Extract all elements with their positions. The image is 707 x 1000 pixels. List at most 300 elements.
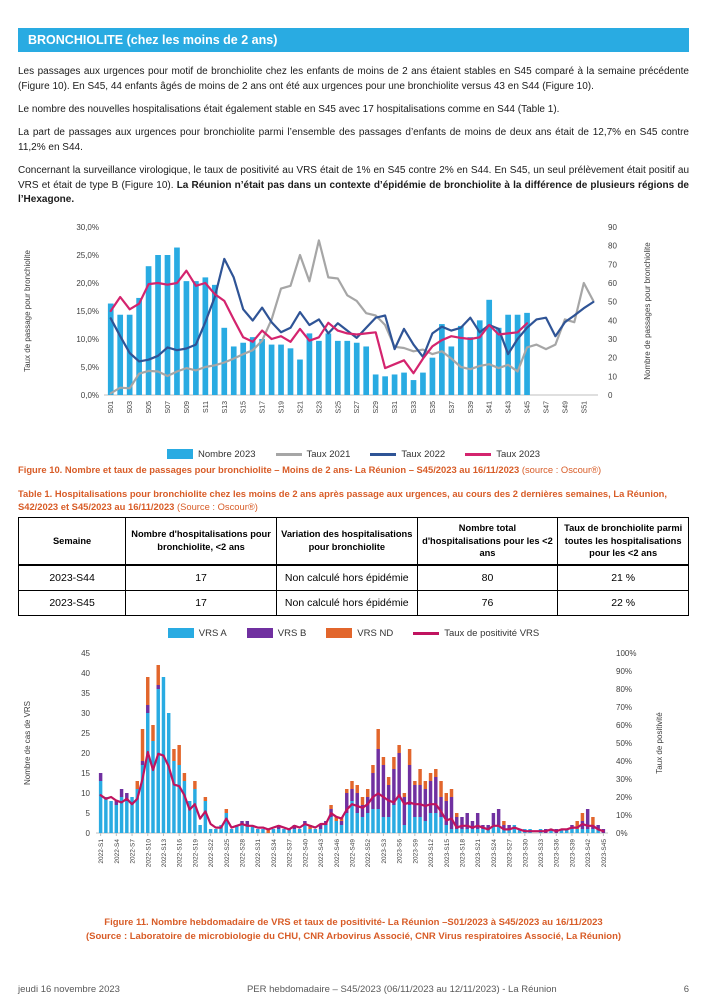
bar-segment-vrs-nd	[591, 817, 594, 825]
axis-tick-label: 30%	[616, 774, 633, 784]
bar-segment-vrs-nd	[434, 769, 437, 777]
axis-tick-label: 80	[608, 241, 617, 251]
figure11-caption-line2: (Source : Laboratoire de microbiologie du CHU, CNR Arbovirus Associé, CNR Virus respiratoires Associé, La Réunion)	[85, 930, 622, 942]
bar	[467, 337, 473, 395]
bar-segment-vrs-a	[434, 813, 437, 833]
table-cell: 2023-S45	[19, 590, 126, 615]
bar	[515, 314, 521, 394]
legend-label: Taux 2021	[306, 448, 351, 460]
bar-segment-vrs-nd	[418, 769, 421, 785]
bar-segment-vrs-a	[319, 829, 322, 833]
bar	[420, 372, 426, 394]
page-footer	[18, 984, 689, 995]
table-header-taux: Taux de bronchiolite parmi toutes les hospitalisations pour les <2 ans	[558, 517, 689, 564]
bar	[335, 340, 341, 394]
bar-segment-vrs-b	[376, 749, 379, 809]
axis-tick-label: 80%	[616, 684, 633, 694]
table-cell: 17	[126, 565, 277, 591]
x-tick-label: 2022-S22	[208, 838, 216, 867]
table-header-nb-total: Nombre total d'hospitalisations pour les <2 ans	[417, 517, 558, 564]
legend-label: VRS ND	[357, 627, 394, 639]
bar	[250, 337, 256, 395]
bar	[363, 346, 369, 395]
axis-tick-label: 40	[81, 668, 90, 678]
table-cell: 80	[417, 565, 558, 591]
axis-tick-label: 90%	[616, 666, 633, 676]
bar-segment-vrs-nd	[439, 781, 442, 797]
bar-segment-vrs-b	[146, 705, 149, 713]
bar-segment-vrs-a	[151, 741, 154, 833]
x-tick-label: 2022-S4	[113, 838, 121, 864]
bar-segment-vrs-a	[225, 813, 228, 833]
x-tick-label: 2022-S25	[223, 838, 231, 867]
bar-segment-vrs-a	[392, 805, 395, 833]
bar-segment-vrs-b	[120, 789, 123, 797]
table-cell: 22 %	[558, 590, 689, 615]
bar	[449, 346, 455, 395]
x-tick-label: S31	[392, 400, 400, 413]
bar	[382, 376, 388, 395]
table-cell: 76	[417, 590, 558, 615]
table-header-variation: Variation des hospitalisations pour bronchiolite	[276, 517, 417, 564]
x-tick-label: 2022-S7	[129, 838, 137, 864]
axis-tick-label: 0%	[616, 828, 628, 838]
bar-segment-vrs-a	[397, 797, 400, 833]
bar-segment-vrs-a	[418, 817, 421, 833]
bar-segment-vrs-a	[272, 829, 275, 833]
axis-tick-label: 60	[608, 278, 617, 288]
bar-segment-vrs-a	[429, 813, 432, 833]
x-tick-label: S09	[183, 400, 191, 413]
bar	[392, 374, 398, 395]
bar	[430, 357, 436, 394]
axis-tick-label: 10	[81, 788, 90, 798]
bar-segment-vrs-nd	[225, 809, 228, 813]
bar-segment-vrs-b	[356, 793, 359, 813]
bar	[278, 344, 284, 394]
bar-segment-vrs-a	[387, 817, 390, 833]
bar-segment-vrs-b	[418, 785, 421, 817]
axis-tick-label: 25,0%	[76, 250, 99, 260]
x-tick-label: S51	[581, 400, 589, 413]
table-row	[19, 565, 689, 591]
x-tick-label: 2023-S9	[412, 838, 420, 864]
legend-label: Taux 2023	[496, 448, 541, 460]
bar-segment-vrs-a	[445, 825, 448, 833]
bar	[231, 346, 237, 395]
axis-tick-label: 20,0%	[76, 278, 99, 288]
bar-segment-vrs-a	[376, 809, 379, 833]
section-header	[18, 28, 689, 52]
bar-segment-vrs-nd	[376, 729, 379, 749]
bar-segment-vrs-a	[403, 825, 406, 833]
legend-swatch-line	[370, 453, 396, 456]
legend-label: Taux 2022	[401, 448, 446, 460]
legend-item	[465, 449, 540, 460]
bar-segment-vrs-nd	[403, 793, 406, 797]
bar	[373, 374, 379, 395]
x-tick-label: 2022-S31	[255, 838, 263, 867]
table-cell: 21 %	[558, 565, 689, 591]
bar-segment-vrs-nd	[387, 777, 390, 785]
x-tick-label: 2022-S37	[286, 838, 294, 867]
bar-segment-vrs-a	[591, 829, 594, 833]
legend-item	[168, 628, 227, 639]
bar-segment-vrs-b	[413, 785, 416, 817]
x-tick-label: 2022-S46	[333, 838, 341, 867]
bar-segment-vrs-b	[408, 765, 411, 805]
bar-segment-vrs-a	[439, 817, 442, 833]
bar-segment-vrs-a	[303, 825, 306, 833]
bar-segment-vrs-a	[455, 829, 458, 833]
y-axis-title-left: Taux de passage pour bronchiolite	[23, 249, 32, 372]
legend-item	[413, 628, 539, 639]
bar-segment-vrs-a	[340, 825, 343, 833]
bar-segment-vrs-a	[240, 825, 243, 833]
bar	[117, 314, 123, 394]
table-row	[19, 590, 689, 615]
x-tick-label: 2023-S3	[380, 838, 388, 864]
figure11-svg	[18, 641, 689, 909]
x-tick-label: 2022-S43	[318, 838, 326, 867]
bar	[155, 255, 161, 395]
bar	[240, 342, 246, 394]
paragraph-3: La part de passages aux urgences pour bronchiolite parmi l’ensemble des passages d’enfants de moins de deux ans était de 12,7% en S45 contre 11,2% en S44.	[18, 127, 689, 153]
bar-segment-vrs-nd	[136, 781, 139, 789]
bar	[486, 299, 492, 394]
bar-segment-vrs-nd	[455, 813, 458, 817]
x-tick-label: S23	[316, 400, 324, 413]
axis-tick-label: 90	[608, 222, 617, 232]
x-tick-label: 2022-S13	[160, 838, 168, 867]
axis-tick-label: 0	[608, 390, 613, 400]
bar-segment-vrs-a	[460, 829, 463, 833]
bar-segment-vrs-nd	[356, 785, 359, 793]
x-tick-label: S29	[373, 400, 381, 413]
bar-segment-vrs-nd	[177, 745, 180, 765]
x-tick-label: 2022-S19	[192, 838, 200, 867]
x-tick-label: 2023-S18	[459, 838, 467, 867]
bar-segment-vrs-a	[183, 781, 186, 833]
bar	[307, 333, 313, 395]
bar-segment-vrs-nd	[204, 797, 207, 801]
x-tick-label: S19	[278, 400, 286, 413]
bar-segment-vrs-a	[99, 781, 102, 833]
paragraph-4-bold: La Réunion n’était pas dans un contexte d’épidémie de bronchiolite à la différence de plusieurs régions de l’Hexagone.	[18, 179, 689, 206]
bar-segment-vrs-a	[230, 829, 233, 833]
bar-segment-vrs-a	[476, 829, 479, 833]
x-tick-label: S03	[127, 400, 135, 413]
x-tick-label: 2023-S15	[443, 838, 451, 867]
bar	[297, 359, 303, 394]
figure11-chart	[18, 641, 689, 914]
bar-segment-vrs-nd	[445, 793, 448, 801]
axis-tick-label: 20%	[616, 792, 633, 802]
x-tick-label: S43	[505, 400, 513, 413]
paragraph-4	[18, 164, 689, 208]
bar-segment-vrs-nd	[151, 725, 154, 741]
bar-segment-vrs-a	[115, 805, 118, 833]
bar	[326, 333, 332, 395]
bar-segment-vrs-a	[308, 829, 311, 833]
axis-tick-label: 45	[81, 648, 90, 658]
figure11-legend	[18, 628, 689, 639]
line-taux-2021	[111, 240, 594, 393]
bar-segment-vrs-a	[177, 765, 180, 833]
bar	[259, 339, 265, 395]
bar-segment-vrs-a	[109, 801, 112, 833]
axis-tick-label: 40	[608, 315, 617, 325]
x-tick-label: 2022-S10	[145, 838, 153, 867]
bar-segment-vrs-nd	[329, 805, 332, 809]
bar-segment-vrs-nd	[172, 749, 175, 761]
bar-segment-vrs-a	[471, 829, 474, 833]
bar-segment-vrs-a	[345, 813, 348, 833]
bar-segment-vrs-b	[382, 765, 385, 817]
table1-caption-source: (Source : Oscour®)	[177, 500, 258, 512]
bar-segment-vrs-a	[570, 829, 573, 833]
legend-label: Nombre 2023	[197, 448, 256, 460]
bar	[203, 277, 209, 395]
table-cell: 2023-S44	[19, 565, 126, 591]
x-tick-label: 2023-S24	[490, 838, 498, 867]
x-tick-label: S27	[354, 400, 362, 413]
bar-segment-vrs-a	[298, 829, 301, 833]
paragraph-2: Le nombre des nouvelles hospitalisations était également stable en S45 avec 17 hospitalisations comme en S44 (Table 1).	[18, 103, 560, 115]
table1-caption	[18, 487, 689, 513]
bar-segment-vrs-a	[293, 829, 296, 833]
axis-tick-label: 70%	[616, 702, 633, 712]
x-tick-label: S35	[429, 400, 437, 413]
figure10-chart	[18, 217, 689, 447]
legend-swatch-rect	[247, 628, 273, 638]
bar-segment-vrs-a	[586, 829, 589, 833]
footer-page-number: 6	[683, 984, 689, 995]
bar-segment-vrs-a	[408, 805, 411, 833]
x-tick-label: 2023-S21	[475, 838, 483, 867]
axis-tick-label: 15,0%	[76, 306, 99, 316]
bar-segment-vrs-a	[581, 829, 584, 833]
axis-tick-label: 0	[85, 828, 90, 838]
bar-segment-vrs-nd	[581, 813, 584, 821]
bar-segment-vrs-a	[256, 829, 259, 833]
stacked-bars-vrs	[99, 665, 605, 833]
bar-segment-vrs-nd	[350, 781, 353, 789]
axis-tick-label: 30	[608, 334, 617, 344]
x-tick-label: 2023-S27	[506, 838, 514, 867]
bar-segment-vrs-nd	[345, 789, 348, 793]
bar	[411, 380, 417, 395]
bar-segment-vrs-a	[104, 797, 107, 833]
axis-tick-label: 10	[608, 371, 617, 381]
bar	[458, 325, 464, 394]
axis-tick-label: 25	[81, 728, 90, 738]
bar-segment-vrs-b	[371, 773, 374, 809]
legend-item	[167, 449, 256, 460]
x-tick-label: S13	[221, 400, 229, 413]
bar	[136, 297, 142, 394]
x-tick-label: 2023-S12	[428, 838, 436, 867]
bar	[496, 327, 502, 394]
legend-item	[370, 449, 445, 460]
x-tick-label: S15	[240, 400, 248, 413]
bar-segment-vrs-a	[356, 813, 359, 833]
x-tick-label: S07	[165, 400, 172, 413]
paragraph-1: Les passages aux urgences pour motif de bronchiolite chez les enfants de moins de 2 ans étaient stables en S45 comparé à la semaine précédente (Figure 10). En S45, 44 enfants âgés de moins de 2 ans ont été aux urgences pour une bronchiolite versus 43 en S44 (Figure 10).	[18, 66, 689, 92]
x-tick-label: 2022-S1	[98, 838, 106, 864]
bar-segment-vrs-nd	[450, 789, 453, 797]
axis-tick-label: 40%	[616, 756, 633, 766]
figure11-caption-line1: Figure 11. Nombre hebdomadaire de VRS et taux de positivité- La Réunion –S01/2023 à S45/2023 au 16/11/2023	[104, 916, 603, 928]
x-tick-label: S41	[486, 400, 494, 413]
bar-segment-vrs-a	[324, 825, 327, 833]
bar-segment-vrs-nd	[141, 729, 144, 761]
axis-tick-label: 60%	[616, 720, 633, 730]
bar-segment-vrs-a	[366, 813, 369, 833]
bar-segment-vrs-nd	[382, 757, 385, 765]
axis-tick-label: 10,0%	[76, 334, 99, 344]
legend-swatch-line	[276, 453, 302, 456]
axis-tick-label: 20	[608, 353, 617, 363]
bar-segment-vrs-a	[172, 761, 175, 833]
bar-segment-vrs-nd	[413, 781, 416, 785]
footer-date: jeudi 16 novembre 2023	[18, 984, 120, 995]
bar-segment-vrs-a	[382, 817, 385, 833]
table-header-semaine: Semaine	[19, 517, 126, 564]
bar-segment-vrs-a	[125, 801, 128, 833]
bar-segment-vrs-b	[450, 797, 453, 829]
bar	[184, 281, 190, 395]
x-tick-label: S25	[335, 400, 343, 413]
bar-segment-vrs-a	[575, 829, 578, 833]
y-axis-title-left: Nombre de cas de VRS	[23, 700, 32, 785]
axis-tick-label: 50%	[616, 738, 633, 748]
x-tick-label: 2023-S39	[569, 838, 577, 867]
figure10-caption-text: Figure 10. Nombre et taux de passages pour bronchiolite – Moins de 2 ans- La Réunion – S45/2023 au 16/11/2023	[18, 463, 522, 475]
legend-item	[276, 449, 351, 460]
axis-tick-label: 30,0%	[76, 222, 99, 232]
bar-segment-vrs-nd	[424, 781, 427, 789]
bar-segment-vrs-nd	[408, 749, 411, 765]
bar-segment-vrs-nd	[502, 821, 505, 825]
figure10-svg	[18, 217, 689, 442]
bar-segment-vrs-a	[209, 829, 212, 833]
section-title: BRONCHIOLITE (chez les moins de 2 ans)	[28, 33, 278, 47]
figure10-legend	[18, 449, 689, 460]
x-tick-label: S45	[524, 400, 532, 413]
legend-label: Taux de positivité VRS	[444, 627, 540, 639]
bar-segment-vrs-a	[329, 817, 332, 833]
legend-item	[247, 628, 307, 639]
bar-segment-vrs-a	[424, 821, 427, 833]
bar-segment-vrs-a	[450, 829, 453, 833]
bar	[439, 324, 445, 395]
bar	[344, 340, 350, 394]
legend-label: VRS B	[277, 627, 307, 639]
axis-tick-label: 30	[81, 708, 90, 718]
table-header-row	[19, 517, 689, 564]
bar-segment-vrs-b	[157, 685, 160, 689]
bar-segment-vrs-a	[361, 817, 364, 833]
legend-swatch-line	[465, 453, 491, 456]
x-tick-label: S11	[202, 400, 210, 413]
table1-caption-text: Table 1. Hospitalisations pour bronchiolite chez les moins de 2 ans après passage aux urgences, au cours des 2 dernières semaines, La Réunion, S42/2023 et S45/2023 au 16/11/2023	[18, 487, 667, 512]
legend-swatch-rect	[167, 449, 193, 459]
table-cell: Non calculé hors épidémie	[276, 590, 417, 615]
axis-tick-label: 100%	[616, 648, 637, 658]
bar-segment-vrs-b	[99, 773, 102, 781]
table1	[18, 517, 689, 616]
figure10-caption	[18, 463, 689, 476]
bar-segment-vrs-nd	[366, 789, 369, 797]
bar-segment-vrs-nd	[146, 677, 149, 705]
x-tick-label: 2022-S34	[270, 838, 278, 867]
x-tick-label: S05	[146, 400, 154, 413]
bar-segment-vrs-b	[340, 821, 343, 825]
bar-segment-vrs-nd	[392, 757, 395, 769]
bar-segment-vrs-nd	[183, 773, 186, 781]
x-tick-label: S17	[259, 400, 267, 413]
x-tick-label: 2022-S28	[239, 838, 247, 867]
bar-segment-vrs-b	[429, 781, 432, 813]
footer-title: PER hebdomadaire – S45/2023 (06/11/2023 au 12/11/2023) - La Réunion	[246, 984, 557, 995]
table-cell: Non calculé hors épidémie	[276, 565, 417, 591]
y-axis-title-right: Taux de positivité	[655, 711, 664, 774]
figure11-caption	[18, 916, 689, 945]
x-tick-label: 2022-S40	[302, 838, 310, 867]
x-tick-label: S47	[543, 400, 551, 413]
bar-segment-vrs-nd	[157, 665, 160, 685]
bar-segment-vrs-a	[465, 829, 468, 833]
table-cell: 17	[126, 590, 277, 615]
bar-segment-vrs-a	[282, 829, 285, 833]
bar	[401, 372, 407, 394]
x-tick-label: S39	[467, 400, 475, 413]
bar-segment-vrs-a	[413, 817, 416, 833]
legend-swatch-rect	[326, 628, 352, 638]
axis-tick-label: 15	[81, 768, 90, 778]
x-tick-label: 2023-S45	[600, 838, 608, 867]
figure10-caption-source: (source : Oscour®)	[521, 463, 602, 475]
paragraph-4-normal: Concernant la surveillance virologique, le taux de positivité au VRS était de 1% en S45 contre 2% en S44. En S45, un seul prélèvement était positif au VRS et était de type B (Figure 10).	[18, 164, 689, 191]
bar-segment-vrs-a	[277, 829, 280, 833]
axis-tick-label: 5	[85, 808, 90, 818]
bar-segment-vrs-a	[261, 829, 264, 833]
x-tick-label: 2023-S6	[396, 838, 404, 864]
bar-segment-vrs-nd	[361, 797, 364, 805]
x-tick-label: 2022-S16	[176, 838, 184, 867]
axis-tick-label: 5,0%	[80, 362, 99, 372]
x-tick-label: 2023-S42	[585, 838, 593, 867]
x-tick-label: S33	[411, 400, 418, 413]
bar-segment-vrs-b	[497, 809, 500, 825]
bar-segment-vrs-a	[198, 825, 201, 833]
bar-segment-vrs-b	[350, 789, 353, 801]
bar-segment-vrs-b	[141, 761, 144, 765]
axis-tick-label: 20	[81, 748, 90, 758]
bar	[354, 342, 360, 394]
axis-tick-label: 35	[81, 688, 90, 698]
x-tick-label: S01	[108, 400, 116, 413]
x-tick-label: 2022-S52	[365, 838, 373, 867]
x-tick-label: 2023-S33	[538, 838, 546, 867]
x-tick-label: 2023-S36	[553, 838, 561, 867]
bar	[316, 340, 322, 394]
legend-swatch-rect	[168, 628, 194, 638]
bar-segment-vrs-a	[193, 789, 196, 833]
x-tick-label: S37	[448, 400, 456, 413]
axis-tick-label: 0,0%	[80, 390, 99, 400]
